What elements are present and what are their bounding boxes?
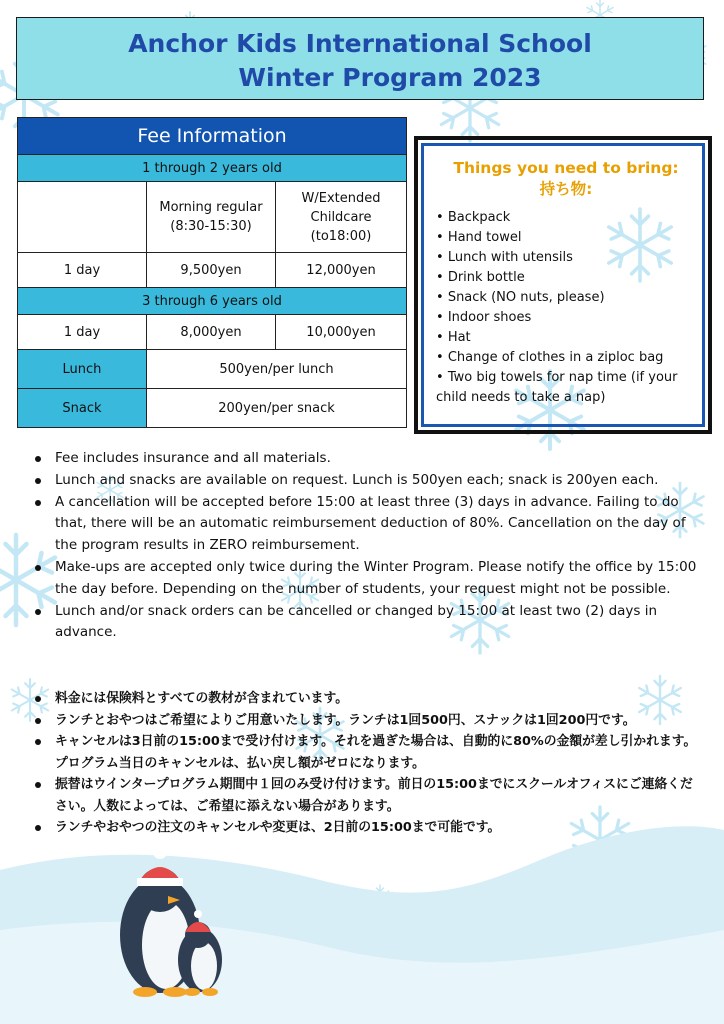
list-item: • Lunch with utensils — [436, 248, 696, 268]
note-item — [30, 817, 700, 839]
title-banner — [16, 17, 704, 100]
note-text: 料金には保険料とすべての教材が含まれています。 — [55, 691, 349, 706]
note-text: A cancellation will be accepted before 15:00 at least three (3) days in advance. Failing to do that, there will be an automatic reimbursement deduction of 80%. Cancellation on the day of the program results in ZERO reimbursement. — [55, 493, 686, 554]
snack-label: Snack — [18, 389, 147, 428]
note-text: Fee includes insurance and all materials. — [55, 450, 331, 466]
note-item — [30, 688, 700, 710]
row-label: 1 day — [18, 315, 147, 350]
list-item: • Hand towel — [436, 228, 696, 248]
age-group-label: 1 through 2 years old — [18, 155, 407, 182]
col-header-regular: Morning regular (8:30-15:30) — [147, 182, 276, 253]
snack-price: 200yen/per snack — [147, 389, 407, 428]
list-item: • Snack (NO nuts, please) — [436, 288, 696, 308]
note-text: ランチやおやつの注文のキャンセルや変更は、2日前の15:00まで可能です。 — [55, 820, 501, 835]
note-text: 振替はウインタープログラム期間中１回のみ受け付けます。前日の15:00までにスクールオフィスにご連絡ください。人数によっては、ご希望に添えない場合があります。 — [55, 777, 693, 814]
row-label: 1 day — [18, 253, 147, 288]
fee-table — [17, 117, 407, 428]
note-text: Lunch and snacks are available on request. Lunch is 500yen each; snack is 200yen each. — [55, 471, 659, 488]
lunch-price: 500yen/per lunch — [147, 350, 407, 389]
list-item: • Drink bottle — [436, 268, 696, 288]
note-item — [30, 731, 700, 774]
note-item — [30, 448, 700, 470]
note-text: Make-ups are accepted only twice during the Winter Program. Please notify the office by 15:00 the day before. Depending on the number of students, your request might not be possible. — [55, 558, 697, 597]
list-item: • Hat — [436, 328, 696, 348]
list-item: • Change of clothes in a ziploc bag — [436, 348, 696, 368]
bring-title-jp: 持ち物: — [539, 180, 593, 198]
note-item — [30, 774, 700, 817]
list-item: • Backpack — [436, 208, 696, 228]
note-item — [30, 557, 700, 601]
note-item — [30, 601, 700, 645]
bring-list-box — [414, 136, 712, 434]
age-group-label: 3 through 6 years old — [18, 288, 407, 315]
list-item: • Indoor shoes — [436, 308, 696, 328]
school-name: Anchor Kids International School — [128, 29, 592, 58]
bring-list-inner — [421, 143, 705, 427]
note-item — [30, 470, 700, 492]
fee-table-heading: Fee Information — [18, 118, 407, 155]
bring-title — [436, 158, 696, 200]
empty-cell — [18, 182, 147, 253]
program-name: Winter Program 2023 — [238, 63, 542, 92]
notes-english — [30, 448, 700, 644]
bring-items — [436, 208, 696, 408]
note-text: ランチとおやつはご希望によりご用意いたします。ランチは1回500円、スナックは1回200円です。 — [55, 712, 636, 728]
note-text: キャンセルは3日前の15:00まで受け付けます。それを過ぎた場合は、自動的に80%の金額が差し引かれます。プログラム当日のキャンセルは、払い戻し額がゼロになります。 — [55, 734, 697, 771]
price-regular: 8,000yen — [147, 315, 276, 350]
col-header-extended: W/Extended Childcare (to18:00) — [276, 182, 407, 253]
list-item: • Two big towels for nap time (if your child needs to take a nap) — [436, 368, 696, 408]
notes-japanese — [30, 688, 700, 839]
price-extended: 12,000yen — [276, 253, 407, 288]
note-item — [30, 492, 700, 557]
price-extended: 10,000yen — [276, 315, 407, 350]
note-item — [30, 710, 700, 732]
note-text: Lunch and/or snack orders can be cancelled or changed by 15:00 at least two (2) days in advance. — [55, 602, 658, 641]
bring-title-en: Things you need to bring: — [453, 159, 679, 177]
lunch-label: Lunch — [18, 350, 147, 389]
price-regular: 9,500yen — [147, 253, 276, 288]
